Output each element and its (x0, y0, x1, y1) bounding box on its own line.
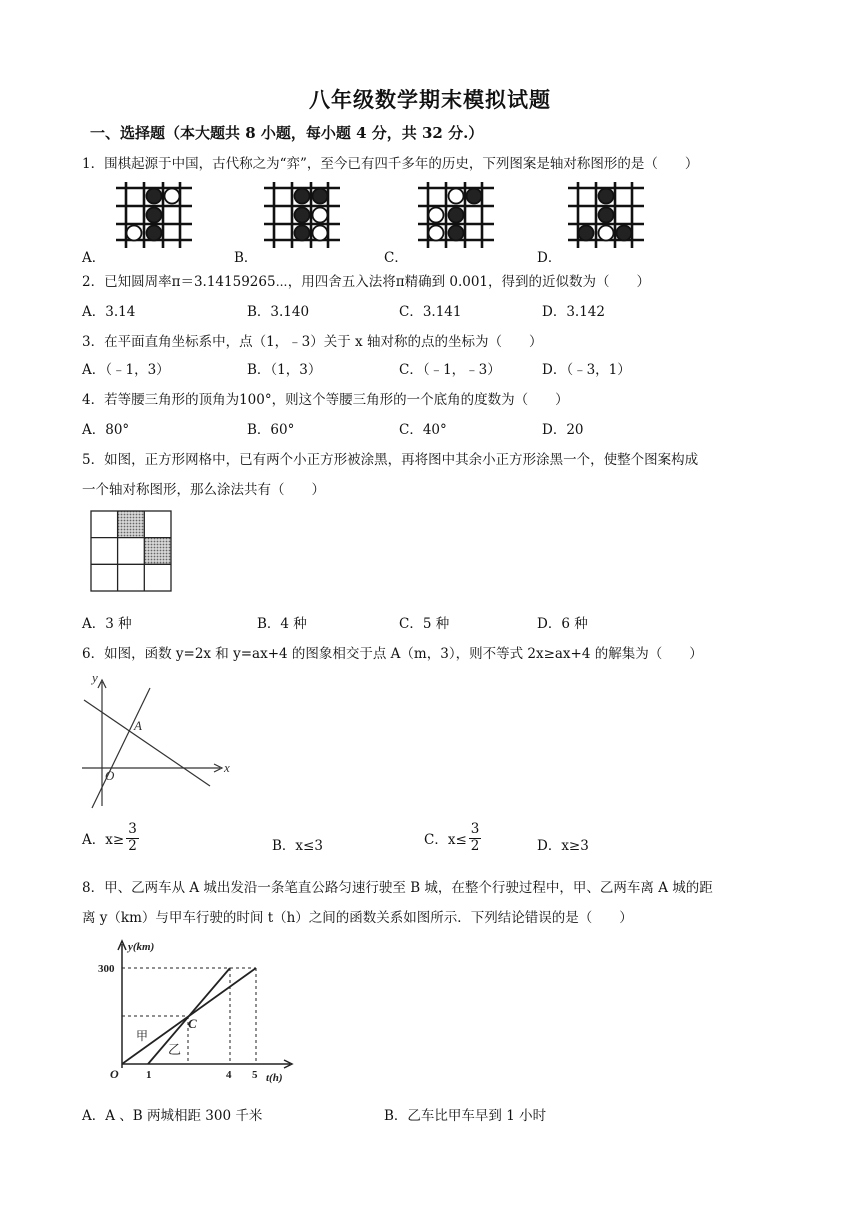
go-board-figure-c (418, 180, 496, 250)
q4-option-a: A．80° (82, 422, 130, 438)
q5-option-a: A．3 种 (82, 616, 132, 632)
go-board-figure-d (568, 180, 646, 250)
question-8-stem-line2: 离 y（km）与甲车行驶的时间 t（h）之间的函数关系如图所示．下列结论错误的是（ ） (82, 910, 633, 926)
q6-option-c (424, 823, 481, 853)
question-4-stem: 4．若等腰三角形的顶角为100°，则这个等腰三角形的一个底角的度数为（ ） (82, 392, 569, 408)
q2-option-b: B．3.140 (247, 304, 310, 320)
q1-option-d: D． (537, 250, 562, 266)
q4-option-b: B．60° (247, 422, 295, 438)
q6-option-c-denominator: 2 (470, 837, 480, 854)
black-stone (295, 208, 310, 223)
label-point-a: A (134, 718, 142, 733)
question-8-stem-line1: 8．甲、乙两车从 A 城出发沿一条笔直公路匀速行驶至 B 城，在整个行驶过程中，甲、乙两车离 A 城的距 (82, 880, 713, 896)
black-stone (449, 208, 464, 223)
q8-option-b: B．乙车比甲车早到 1 小时 (384, 1108, 547, 1124)
go-board-figure-a (116, 180, 194, 250)
graph-tick-4: 4 (226, 1069, 232, 1081)
black-stone (147, 189, 162, 204)
q4-option-c: C．40° (399, 422, 447, 438)
q1-option-a: A． (82, 250, 106, 266)
q1-option-b: B． (234, 250, 258, 266)
graph-t-axis-label: t(h) (266, 1072, 283, 1084)
q3-option-c: C．（﹣1，﹣3） (399, 362, 501, 378)
section-heading: 一、选择题（本大题共 8 小题，每小题 4 分，共 32 分.） (90, 124, 484, 142)
shaded-cell-middle (144, 537, 171, 564)
white-stone (429, 226, 444, 241)
q3-option-d: D．（﹣3，1） (542, 362, 631, 378)
graph-tick-300: 300 (98, 963, 115, 975)
black-stone (617, 226, 632, 241)
graph-tick-1: 1 (146, 1069, 152, 1081)
question-5-stem-line2: 一个轴对称图形，那么涂法共有（ ） (82, 482, 325, 498)
q6-option-c-fraction (469, 823, 482, 853)
q6-option-a-fraction (126, 823, 139, 853)
black-stone (599, 208, 614, 223)
q6-option-a (82, 823, 139, 853)
q6-option-c-prefix: C．x≤ (424, 832, 467, 848)
graph-label-yi: 乙 (168, 1042, 182, 1057)
black-stone (147, 226, 162, 241)
page-title: 八年级数学期末模拟试题 (309, 87, 551, 112)
q5-option-d: D．6 种 (537, 616, 588, 632)
white-stone (127, 226, 142, 241)
graph-origin: O (110, 1067, 119, 1081)
q6-option-c-numerator: 3 (470, 821, 480, 837)
graph-tick-5: 5 (252, 1069, 258, 1081)
q2-option-d: D．3.142 (542, 304, 605, 320)
q3-option-b: B．（1，3） (247, 362, 322, 378)
black-stone (579, 226, 594, 241)
q8-option-a: A．A 、B 两城相距 300 千米 (82, 1108, 263, 1124)
label-y: y (92, 670, 98, 685)
black-stone (599, 189, 614, 204)
q2-option-c: C．3.141 (399, 304, 462, 320)
q1-option-c: C． (384, 250, 408, 266)
graph-point-c: C (188, 1016, 197, 1031)
q6-option-a-prefix: A．x≥ (82, 832, 125, 848)
black-stone (295, 189, 310, 204)
q6-option-a-numerator: 3 (128, 821, 137, 837)
white-stone (599, 226, 614, 241)
question-5-stem-line1: 5．如图，正方形网格中，已有两个小正方形被涂黑，再将图中其余小正方形涂黑一个，使整个图案构成 (82, 452, 699, 468)
q2-option-a: A．3.14 (82, 304, 136, 320)
black-stone (467, 189, 482, 204)
white-stone (313, 208, 328, 223)
black-stone (295, 226, 310, 241)
black-stone (147, 208, 162, 223)
square-grid-figure (90, 510, 172, 592)
q4-option-d: D．20 (542, 422, 584, 438)
graph-y-axis-label: y(km) (128, 941, 155, 953)
distance-time-graph (80, 936, 310, 1092)
q3-option-a: A．（﹣1，3） (82, 362, 170, 378)
q5-option-c: C．5 种 (399, 616, 450, 632)
question-1-stem: 1．围棋起源于中国，古代称之为“弈”，至今已有四千多年的历史，下列图案是轴对称图形的是（ ） (82, 156, 699, 172)
white-stone (449, 189, 464, 204)
line-y-2x (92, 688, 150, 808)
line-y-ax-4 (84, 700, 210, 786)
shaded-cell-top (117, 511, 144, 537)
q6-option-b: B．x≤3 (272, 838, 323, 854)
white-stone (313, 226, 328, 241)
label-origin: O (105, 768, 115, 783)
black-stone (449, 226, 464, 241)
question-3-stem: 3．在平面直角坐标系中，点（1，﹣3）关于 x 轴对称的点的坐标为（ ） (82, 334, 543, 350)
q6-option-a-denominator: 2 (128, 837, 137, 854)
white-stone (429, 208, 444, 223)
question-2-stem: 2．已知圆周率π＝3.14159265⋯，用四舍五入法将π精确到 0.001，得到的近似数为（ ） (82, 274, 651, 290)
question-6-stem: 6．如图，函数 y=2x 和 y=ax+4 的图象相交于点 A（m，3），则不等式 2x≥ax+4 的解集为（ ） (82, 646, 703, 662)
label-x: x (224, 760, 230, 775)
linear-functions-graph (80, 668, 245, 810)
white-stone (165, 189, 180, 204)
graph-label-jia: 甲 (136, 1029, 149, 1043)
q6-option-d: D．x≥3 (537, 838, 589, 854)
black-stone (313, 189, 328, 204)
q5-option-b: B．4 种 (257, 616, 307, 632)
go-board-figure-b (264, 180, 342, 250)
